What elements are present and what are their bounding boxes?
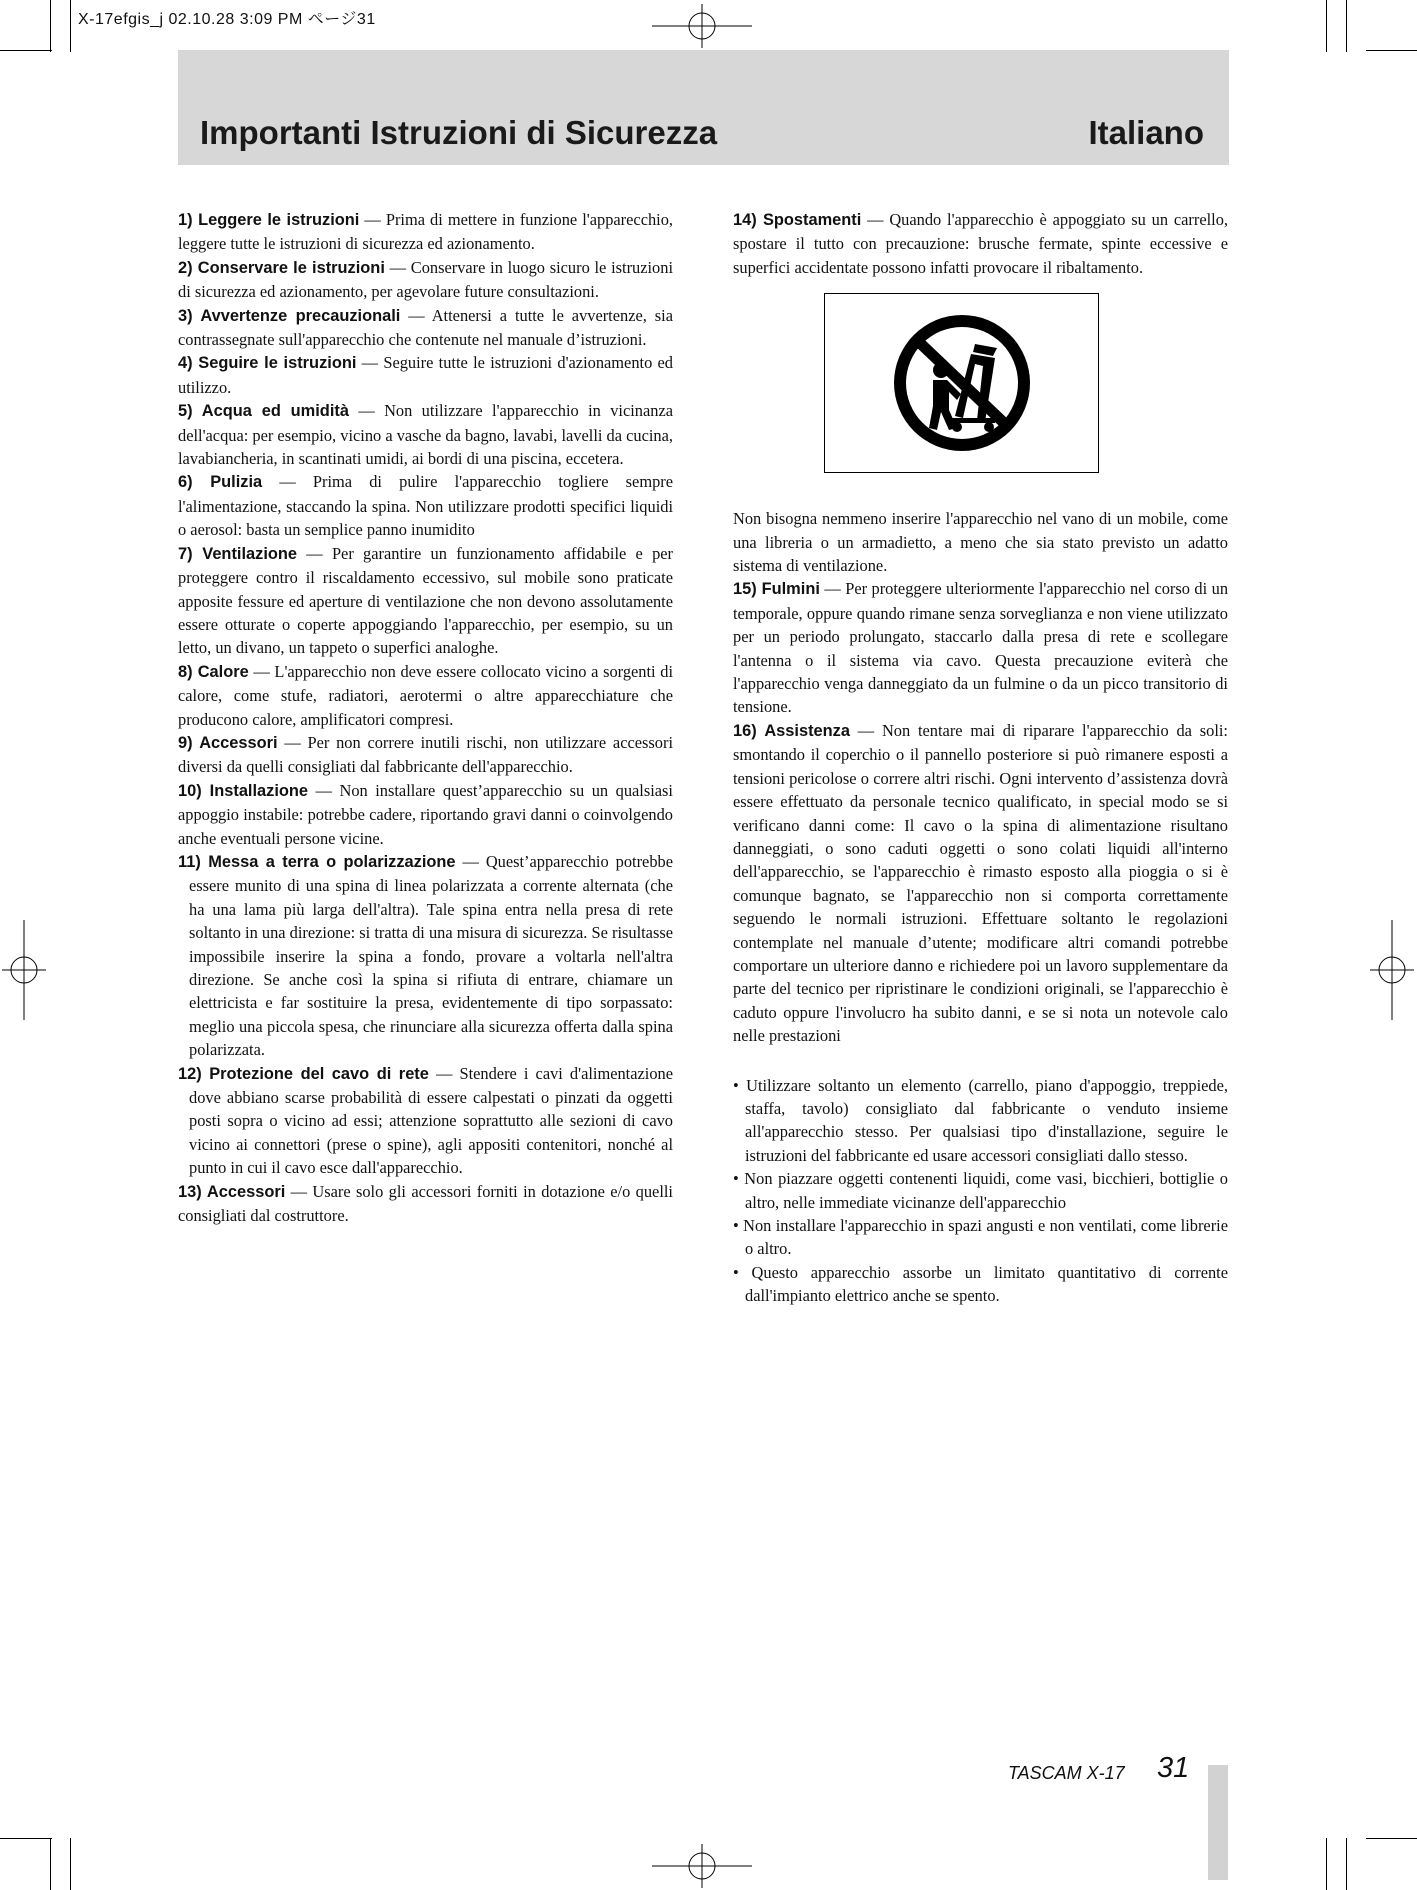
bullet-item: • Utilizzare soltanto un elemento (carrello, piano d'appoggio, treppiede, staffa, tavolo) consigliato dal fabbricante o venduto insieme all'apparecchio stesso. Per qualsiasi tipo d'installazione, seguire le istruzioni del fabbricante ed usare accessori consigliati dallo stesso. xyxy=(733,1075,1228,1165)
instruction-6: 6) Pulizia — Prima di pulire l'apparecchio togliere sempre l'alimentazione, staccando la spina. Non utilizzare prodotti specifici liquidi o aerosol: basta un semplice panno inumidito xyxy=(178,472,674,540)
instruction-2: 2) Conservare le istruzioni — Conservare in luogo sicuro le istruzioni di sicurezza ed azionamento, per agevolare future consultazioni. xyxy=(178,257,673,302)
instruction-5: 5) Acqua ed umidità — Non utilizzare l'apparecchio in vicinanza dell'acqua: per esempio, vicino a vasche da bagno, lavabi, lavelli da cucina, lavabiancheria, in scantinati umidi, ai bordi di una piscina, eccetera. xyxy=(178,401,673,469)
registration-mark-left xyxy=(2,920,46,1020)
instruction-1: 1) Leggere le istruzioni — Prima di mettere in funzione l'apparecchio, leggere tutte le istruzioni di sicurezza ed azionamento. xyxy=(178,210,674,254)
bullet-item: • Non piazzare oggetti contenenti liquidi, come vasi, bicchieri, bottiglie o altro, nelle immediate vicinanze dell'apparecchio xyxy=(733,1169,1228,1212)
instruction-7: 7) Ventilazione — Per garantire un funzionamento affidabile e per proteggere contro il riscaldamento eccessivo, sul mobile sono praticate apposite fessure ed aperture di ventilazione che non devono assolutamente essere otturate o coperte appoggiando l'apparecchio, per esempio, su un letto, un divano, un tappeto o superfici analoghe. xyxy=(178,543,674,658)
right-column xyxy=(733,208,1228,1308)
cart-warning-figure xyxy=(824,293,1099,473)
instruction-12: 12) Protezione del cavo di rete — Stendere i cavi d'alimentazione dove abbiano scarse probabilità di essere calpestati o pinzati da oggetti posti sopra o vicino ad essi; attenzione soprattutto alle sezioni di cavo vicino ai connettori (prese o spine), agli appositi contenitori, nonché al punto in cui il cavo esce dall'apparecchio. xyxy=(178,1063,674,1178)
bullet-item: • Questo apparecchio assorbe un limitato quantitativo di corrente dall'impianto elettrico anche se spento. xyxy=(733,1262,1228,1306)
instruction-16: 16) Assistenza — Non tentare mai di riparare l'apparecchio da soli: smontando il coperchio o il pannello posteriore si può rimanere esposti a tensioni pericolose o correre altri rischi. Ogni intervento d’assistenza dovrà essere effettuato da personale tecnico qualificato, in special modo se si verificano danni come: Il cavo o la spina di alimentazione risultano danneggiati, o sono caduti oggetti o sono colati liquidi all'interno dell'apparecchio, se l'apparecchio è rimasto esposto alla pioggia o si è comunque bagnato, se l'apparecchio non si comporta correttamente seguendo le normali istruzioni. Effettuare soltanto le regolazioni contemplate nel manuale d’utente; modificare altri comandi potrebbe comportare un ulteriore danno e richiedere poi un lavoro supplementare da parte del tecnico per ripristinare le condizioni originali, se l'apparecchio è caduto oppure l'involucro ha subito danni, e se si nota un notevole calo nelle prestazioni xyxy=(733,720,1228,1046)
instruction-8: 8) Calore — L'apparecchio non deve essere collocato vicino a sorgenti di calore, come stufe, radiatori, aerotermi o altre apparecchiature che producono calore, amplificatori compresi. xyxy=(178,661,673,729)
page-title: Importanti Istruzioni di Sicurezza xyxy=(200,114,718,151)
print-slug: X-17efgis_j 02.10.28 3:09 PM ページ31 xyxy=(78,11,376,28)
registration-mark-bottom xyxy=(652,1844,752,1888)
instruction-13: 13) Accessori — Usare solo gli accessori forniti in dotazione e/o quelli consigliati dal costruttore. xyxy=(178,1181,673,1226)
instruction-15: 15) Fulmini — Per proteggere ulteriormente l'apparecchio nel corso di un temporale, oppure quando rimane senza sorveglianza e non viene utilizzato per un periodo prolungato, staccarlo dalla presa di rete e scollegare l'antenna o il sistema via cavo. Questa precauzione eviterà che l'apparecchio venga danneggiato da un fulmine o da un picco transitorio di tensione. xyxy=(733,579,1229,717)
registration-mark-right xyxy=(1370,920,1414,1020)
left-column xyxy=(178,208,673,1227)
bullet-item: • Non installare l'apparecchio in spazi angusti e non ventilati, come librerie o altro. xyxy=(733,1216,1228,1259)
footer-brand: TASCAM X-17 xyxy=(1008,1763,1125,1783)
cart-tip-over-warning-icon xyxy=(825,294,1098,472)
ventilation-note: Non bisogna nemmeno inserire l'apparecchio nel vano di un mobile, come una libreria o un armadietto, a meno che sia stato previsto un adatto sistema di ventilazione. xyxy=(733,509,1228,576)
instruction-9: 9) Accessori — Per non correre inutili rischi, non utilizzare accessori diversi da quelli consigliati dal fabbricante dell'apparecchio. xyxy=(178,732,673,777)
page-edge-tab xyxy=(1208,1765,1228,1880)
instruction-3: 3) Avvertenze precauzionali — Attenersi a tutte le avvertenze, sia contrassegnate sull'apparecchio che contenute nel manuale d’istruzioni. xyxy=(178,305,674,350)
instruction-4: 4) Seguire le istruzioni — Seguire tutte le istruzioni d'azionamento ed utilizzo. xyxy=(178,353,674,397)
registration-mark-top xyxy=(652,4,752,48)
instruction-14: 14) Spostamenti — Quando l'apparecchio è appoggiato su un carrello, spostare il tutto con precauzione: brusche fermate, spinte eccessive e superfici accidentate possono infatti provocare il ribaltamento. xyxy=(733,210,1229,277)
instruction-10: 10) Installazione — Non installare quest’apparecchio su un qualsiasi appoggio instabile: potrebbe cadere, riportando gravi danni o coinvolgendo anche eventuali persone vicine. xyxy=(178,780,673,848)
language-label: Italiano xyxy=(1088,114,1204,151)
safety-bullets xyxy=(733,1074,1228,1308)
page-number: 31 xyxy=(1157,1752,1190,1784)
instruction-11: 11) Messa a terra o polarizzazione — Quest’apparecchio potrebbe essere munito di una spina di linea polarizzata a corrente alternata (che ha una lama più larga dell'altra). Tale spina entra nella presa di rete soltanto in una direzione: si tratta di una misura di sicurezza. Se risultasse impossibile inserire la spina a fondo, provare a voltarla nell'altra direzione. Se anche così la spina si rifiuta di entrare, chiamare un elettricista e far sostituire la presa, evidentemente di tipo sorpassato: meglio una piccola spesa, che rinunciare alla sicurezza offerta dalla spina polarizzata. xyxy=(178,851,673,1060)
